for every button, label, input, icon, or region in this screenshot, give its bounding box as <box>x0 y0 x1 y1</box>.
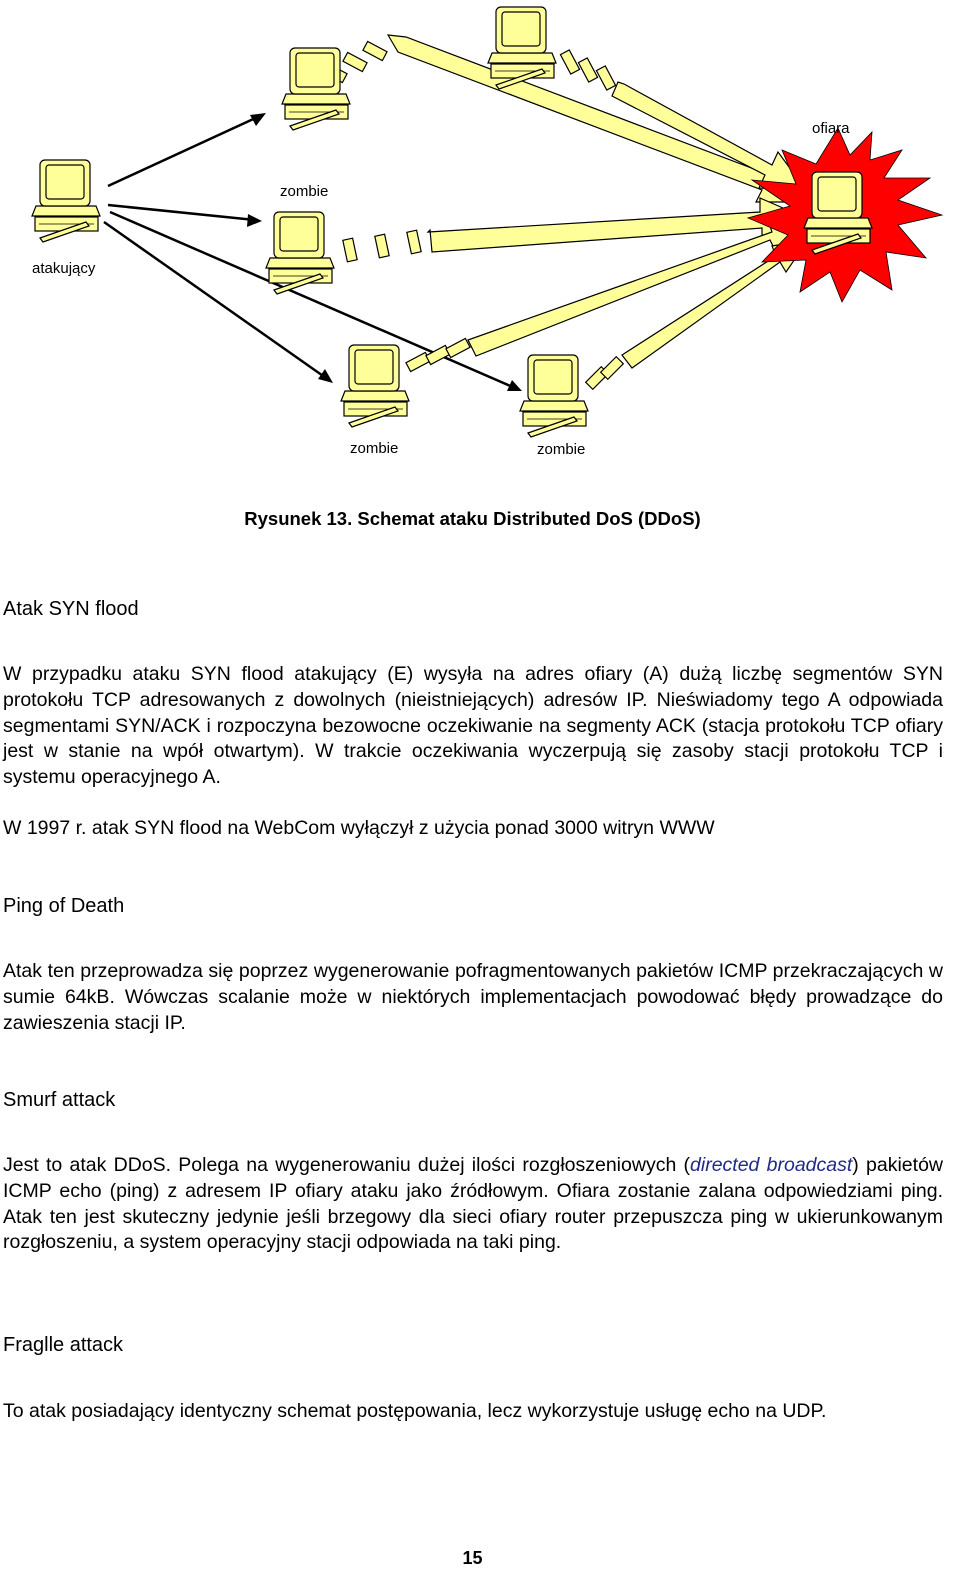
fraglle-attack-paragraph: To atak posiadający identyczny schemat postępowania, lecz wykorzystuje usługę echo na UDP. <box>3 1400 827 1422</box>
zombie-bottom-right-computer-icon <box>520 355 588 437</box>
ping-of-death-paragraph: Atak ten przeprowadza się poprzez wygenerowanie pofragmentowanych pakietów ICMP przekraczających w sumie 64kB. Wówczas scalanie może w niektórych implementacjach powodować błędy prowadzące do zawieszenia stacji IP. <box>3 960 943 1034</box>
section-heading-smurf-attack: Smurf attack <box>3 1089 116 1111</box>
attacker-computer-icon <box>32 160 100 242</box>
section-heading-fraglle-attack: Fraglle attack <box>3 1334 124 1356</box>
syn-flood-note: W 1997 r. atak SYN flood na WebCom wyłączył z użycia ponad 3000 witryn WWW <box>3 817 715 839</box>
section-heading-ping-of-death: Ping of Death <box>3 895 125 917</box>
figure-caption: Rysunek 13. Schemat ataku Distributed DoS (DDoS) <box>244 508 701 529</box>
victim-computer-icon <box>804 172 872 254</box>
smurf-attack-paragraph <box>3 1153 943 1256</box>
zombie-top-left-label: zombie <box>280 183 329 200</box>
page-number: 15 <box>462 1548 483 1568</box>
section-heading-syn-flood: Atak SYN flood <box>3 598 139 620</box>
ddos-diagram <box>0 0 960 500</box>
zombie-bottom-right-label: zombie <box>537 441 586 458</box>
zombie-bottom-left-label: zombie <box>350 440 399 457</box>
attacker-label: atakujący <box>32 260 96 277</box>
zombie-top-left-computer-icon <box>282 48 350 130</box>
zombie-left-computer-icon <box>266 212 334 294</box>
zombie-top-computer-icon <box>488 7 556 89</box>
victim-label: ofiara <box>812 120 850 137</box>
directed-broadcast-term: directed broadcast <box>690 1154 853 1176</box>
smurf-text-after: ) pakietów ICMP echo (ping) z adresem IP ofiary ataku jako źródłowym. Ofiara zostanie zalana odpowiedziami ping. Atak ten jest skuteczny jedynie jeśli brzegowy dla sieci ofiary router przepuszcza ping w ukierunkowanym rozgłoszeniu, a system operacyjny stacji odpowiada na taki ping. <box>3 1154 943 1254</box>
syn-flood-paragraph: W przypadku ataku SYN flood atakujący (E) wysyła na adres ofiary (A) dużą liczbę segmentów SYN protokołu TCP adresowanych z dowolnych (nieistniejących) adresów IP. Nieświadomy tego A odpowiada segmentami SYN/ACK i rozpoczyna bezowocne oczekiwanie na segmenty ACK (stacja protokołu TCP ofiary jest w stanie na wpół otwartym). W trakcie oczekiwania wyczerpują się zasoby stacji protokołu TCP i systemu operacyjnego A. <box>3 663 943 789</box>
smurf-text-before: Jest to atak DDoS. Polega na wygenerowaniu dużej ilości rozgłoszeniowych ( <box>3 1154 691 1176</box>
zombie-bottom-left-computer-icon <box>341 345 409 427</box>
